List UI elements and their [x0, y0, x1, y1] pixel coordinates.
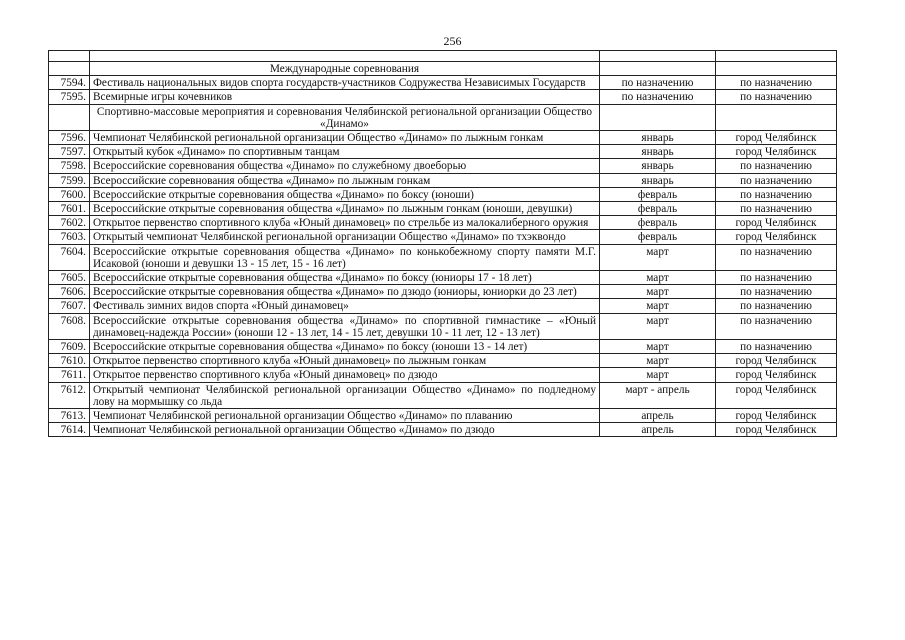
event-name: Открытое первенство спортивного клуба «Юный динамовец» по дзюдо — [90, 368, 600, 382]
event-date: март — [600, 271, 716, 285]
event-number: 7604. — [49, 244, 90, 270]
event-date: февраль — [600, 230, 716, 244]
event-place: по назначению — [716, 76, 837, 90]
event-name: Всемирные игры кочевников — [90, 90, 600, 104]
events-table — [48, 50, 837, 437]
event-number: 7600. — [49, 187, 90, 201]
event-number: 7596. — [49, 131, 90, 145]
table-row — [49, 409, 837, 423]
event-name: Всероссийские открытые соревнования общества «Динамо» по конькобежному спорту памяти М.Г. Исаковой (юноши и девушки 13 - 15 лет, 15 - 16 лет) — [90, 244, 600, 270]
event-number: 7614. — [49, 423, 90, 437]
event-place: по назначению — [716, 285, 837, 299]
event-date: март — [600, 368, 716, 382]
event-place: по назначению — [716, 202, 837, 216]
section-date-cell — [600, 62, 716, 76]
event-number: 7613. — [49, 409, 90, 423]
event-number: 7595. — [49, 90, 90, 104]
event-place: по назначению — [716, 173, 837, 187]
event-place: город Челябинск — [716, 423, 837, 437]
event-date: апрель — [600, 423, 716, 437]
table-row — [49, 202, 837, 216]
table-row — [49, 76, 837, 90]
table-row — [49, 285, 837, 299]
event-date: март — [600, 244, 716, 270]
event-place: город Челябинск — [716, 354, 837, 368]
table-row — [49, 340, 837, 354]
event-name: Чемпионат Челябинской региональной организации Общество «Динамо» по лыжным гонкам — [90, 131, 600, 145]
event-place: город Челябинск — [716, 145, 837, 159]
table-row — [49, 368, 837, 382]
event-date: март — [600, 354, 716, 368]
event-name: Чемпионат Челябинской региональной организации Общество «Динамо» по дзюдо — [90, 423, 600, 437]
event-date: февраль — [600, 216, 716, 230]
table-spacer-row — [49, 51, 837, 62]
event-name: Всероссийские открытые соревнования общества «Динамо» по спортивной гимнастике – «Юный динамовец-надежда России» (юноши 12 - 13 лет, 14 - 15 лет, девушки 10 - 11 лет, 12 - 13 лет) — [90, 313, 600, 339]
event-name: Фестиваль зимних видов спорта «Юный динамовец» — [90, 299, 600, 313]
event-place: по назначению — [716, 313, 837, 339]
section-place-cell — [716, 62, 837, 76]
section-number-cell — [49, 104, 90, 130]
event-place: по назначению — [716, 90, 837, 104]
event-name: Всероссийские соревнования общества «Динамо» по лыжным гонкам — [90, 173, 600, 187]
event-place: город Челябинск — [716, 131, 837, 145]
table-row — [49, 131, 837, 145]
event-number: 7594. — [49, 76, 90, 90]
table-row — [49, 423, 837, 437]
table-row — [49, 90, 837, 104]
event-name: Всероссийские соревнования общества «Динамо» по служебному двоеборью — [90, 159, 600, 173]
event-name: Всероссийские открытые соревнования общества «Динамо» по лыжным гонкам (юноши, девушки) — [90, 202, 600, 216]
event-date: март — [600, 313, 716, 339]
event-number: 7605. — [49, 271, 90, 285]
event-name: Открытое первенство спортивного клуба «Юный динамовец» по лыжным гонкам — [90, 354, 600, 368]
event-date: март - апрель — [600, 382, 716, 408]
event-place: по назначению — [716, 159, 837, 173]
table-row — [49, 382, 837, 408]
event-date: март — [600, 285, 716, 299]
event-date: февраль — [600, 187, 716, 201]
event-name: Фестиваль национальных видов спорта государств-участников Содружества Независимых Государств — [90, 76, 600, 90]
table-row — [49, 244, 837, 270]
event-place: город Челябинск — [716, 368, 837, 382]
section-header-row — [49, 104, 837, 130]
event-number: 7598. — [49, 159, 90, 173]
event-number: 7609. — [49, 340, 90, 354]
event-date: январь — [600, 145, 716, 159]
table-row — [49, 145, 837, 159]
event-date: апрель — [600, 409, 716, 423]
event-place: город Челябинск — [716, 382, 837, 408]
event-number: 7597. — [49, 145, 90, 159]
event-number: 7602. — [49, 216, 90, 230]
table-row — [49, 299, 837, 313]
event-name: Всероссийские открытые соревнования общества «Динамо» по боксу (юниоры 17 - 18 лет) — [90, 271, 600, 285]
event-place: по назначению — [716, 340, 837, 354]
event-place: по назначению — [716, 244, 837, 270]
event-name: Всероссийские открытые соревнования общества «Динамо» по дзюдо (юниоры, юниорки до 23 лет) — [90, 285, 600, 299]
page-number: 256 — [443, 34, 462, 48]
event-number: 7607. — [49, 299, 90, 313]
event-name: Всероссийские открытые соревнования общества «Динамо» по боксу (юноши 13 - 14 лет) — [90, 340, 600, 354]
event-date: февраль — [600, 202, 716, 216]
event-number: 7612. — [49, 382, 90, 408]
event-date: январь — [600, 159, 716, 173]
section-title: Спортивно-массовые мероприятия и соревнования Челябинской региональной организации Общество «Динамо» — [90, 104, 600, 130]
table-row — [49, 159, 837, 173]
section-header-row — [49, 62, 837, 76]
event-place: город Челябинск — [716, 216, 837, 230]
table-row — [49, 271, 837, 285]
event-place: по назначению — [716, 299, 837, 313]
event-number: 7610. — [49, 354, 90, 368]
table-row — [49, 173, 837, 187]
event-name: Чемпионат Челябинской региональной организации Общество «Динамо» по плаванию — [90, 409, 600, 423]
table-row — [49, 216, 837, 230]
event-place: город Челябинск — [716, 230, 837, 244]
event-number: 7606. — [49, 285, 90, 299]
section-number-cell — [49, 62, 90, 76]
event-name: Открытое первенство спортивного клуба «Юный динамовец» по стрельбе из малокалиберного оружия — [90, 216, 600, 230]
section-date-cell — [600, 104, 716, 130]
event-number: 7601. — [49, 202, 90, 216]
event-place: по назначению — [716, 271, 837, 285]
event-place: город Челябинск — [716, 409, 837, 423]
section-place-cell — [716, 104, 837, 130]
table-row — [49, 313, 837, 339]
event-date: март — [600, 299, 716, 313]
event-date: по назначению — [600, 76, 716, 90]
event-name: Всероссийские открытые соревнования общества «Динамо» по боксу (юноши) — [90, 187, 600, 201]
event-number: 7603. — [49, 230, 90, 244]
event-name: Открытый кубок «Динамо» по спортивным танцам — [90, 145, 600, 159]
table-row — [49, 354, 837, 368]
section-title: Международные соревнования — [90, 62, 600, 76]
event-name: Открытый чемпионат Челябинской региональной организации Общество «Динамо» по подледному лову на мормышку со льда — [90, 382, 600, 408]
event-date: март — [600, 340, 716, 354]
event-number: 7599. — [49, 173, 90, 187]
event-number: 7611. — [49, 368, 90, 382]
event-date: январь — [600, 131, 716, 145]
event-number: 7608. — [49, 313, 90, 339]
table-row — [49, 187, 837, 201]
event-place: по назначению — [716, 187, 837, 201]
table-row — [49, 230, 837, 244]
event-date: по назначению — [600, 90, 716, 104]
event-date: январь — [600, 173, 716, 187]
event-name: Открытый чемпионат Челябинской региональной организации Общество «Динамо» по тхэквондо — [90, 230, 600, 244]
